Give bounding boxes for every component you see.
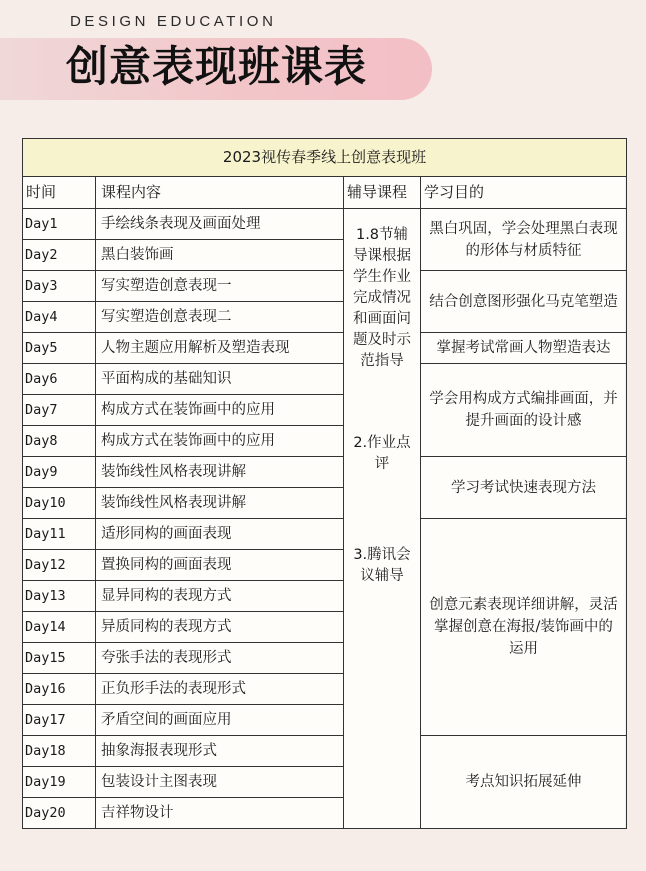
day-cell: Day11	[23, 519, 96, 550]
purpose-cell: 黑白巩固，学会处理黑白表现的形体与材质特征	[421, 209, 627, 271]
purpose-cell: 创意元素表现详细讲解，灵活掌握创意在海报/装饰画中的运用	[421, 519, 627, 736]
table-title: 2023视传春季线上创意表现班	[23, 139, 627, 177]
purpose-cell: 掌握考试常画人物塑造表达	[421, 333, 627, 364]
course-cell: 人物主题应用解析及塑造表现	[96, 333, 344, 364]
day-cell: Day12	[23, 550, 96, 581]
table-row	[23, 519, 627, 550]
course-cell: 夸张手法的表现形式	[96, 643, 344, 674]
course-cell: 手绘线条表现及画面处理	[96, 209, 344, 240]
course-cell: 矛盾空间的画面应用	[96, 705, 344, 736]
day-cell: Day9	[23, 457, 96, 488]
day-cell: Day13	[23, 581, 96, 612]
course-cell: 黑白装饰画	[96, 240, 344, 271]
column-header-time: 时间	[23, 177, 96, 209]
purpose-cell: 结合创意图形强化马克笔塑造	[421, 271, 627, 333]
day-cell: Day18	[23, 736, 96, 767]
table-row	[23, 333, 627, 364]
table-row	[23, 271, 627, 302]
course-cell: 写实塑造创意表现二	[96, 302, 344, 333]
course-cell: 异质同构的表现方式	[96, 612, 344, 643]
column-header-course: 课程内容	[96, 177, 344, 209]
tutoring-item-2: 2.作业点评	[353, 435, 411, 472]
course-cell: 吉祥物设计	[96, 798, 344, 829]
day-cell: Day5	[23, 333, 96, 364]
course-cell: 适形同构的画面表现	[96, 519, 344, 550]
tutoring-cell	[344, 209, 421, 829]
day-cell: Day8	[23, 426, 96, 457]
course-cell: 构成方式在装饰画中的应用	[96, 395, 344, 426]
day-cell: Day15	[23, 643, 96, 674]
column-header-tutoring: 辅导课程	[344, 177, 421, 209]
table-row	[23, 736, 627, 767]
tutoring-item-1: 1.8节辅导课根据学生作业完成情况和画面问题及时示范指导	[353, 227, 411, 369]
tutoring-item-3: 3.腾讯会议辅导	[353, 547, 411, 584]
column-header-purpose: 学习目的	[421, 177, 627, 209]
purpose-cell: 考点知识拓展延伸	[421, 736, 627, 829]
course-cell: 平面构成的基础知识	[96, 364, 344, 395]
day-cell: Day4	[23, 302, 96, 333]
course-cell: 装饰线性风格表现讲解	[96, 488, 344, 519]
day-cell: Day1	[23, 209, 96, 240]
day-cell: Day3	[23, 271, 96, 302]
day-cell: Day20	[23, 798, 96, 829]
course-cell: 构成方式在装饰画中的应用	[96, 426, 344, 457]
page-title: 创意表现班课表	[66, 42, 368, 91]
course-cell: 置换同构的画面表现	[96, 550, 344, 581]
day-cell: Day6	[23, 364, 96, 395]
purpose-cell: 学会用构成方式编排画面，并提升画面的设计感	[421, 364, 627, 457]
course-cell: 装饰线性风格表现讲解	[96, 457, 344, 488]
course-cell: 包装设计主图表现	[96, 767, 344, 798]
schedule-table	[22, 138, 627, 829]
course-cell: 显异同构的表现方式	[96, 581, 344, 612]
table-row	[23, 364, 627, 395]
day-cell: Day2	[23, 240, 96, 271]
day-cell: Day17	[23, 705, 96, 736]
course-cell: 正负形手法的表现形式	[96, 674, 344, 705]
course-cell: 抽象海报表现形式	[96, 736, 344, 767]
day-cell: Day14	[23, 612, 96, 643]
table-row	[23, 209, 627, 240]
day-cell: Day10	[23, 488, 96, 519]
table-row	[23, 457, 627, 488]
course-cell: 写实塑造创意表现一	[96, 271, 344, 302]
day-cell: Day16	[23, 674, 96, 705]
purpose-cell: 学习考试快速表现方法	[421, 457, 627, 519]
day-cell: Day7	[23, 395, 96, 426]
day-cell: Day19	[23, 767, 96, 798]
kicker-text: DESIGN EDUCATION	[70, 13, 277, 30]
